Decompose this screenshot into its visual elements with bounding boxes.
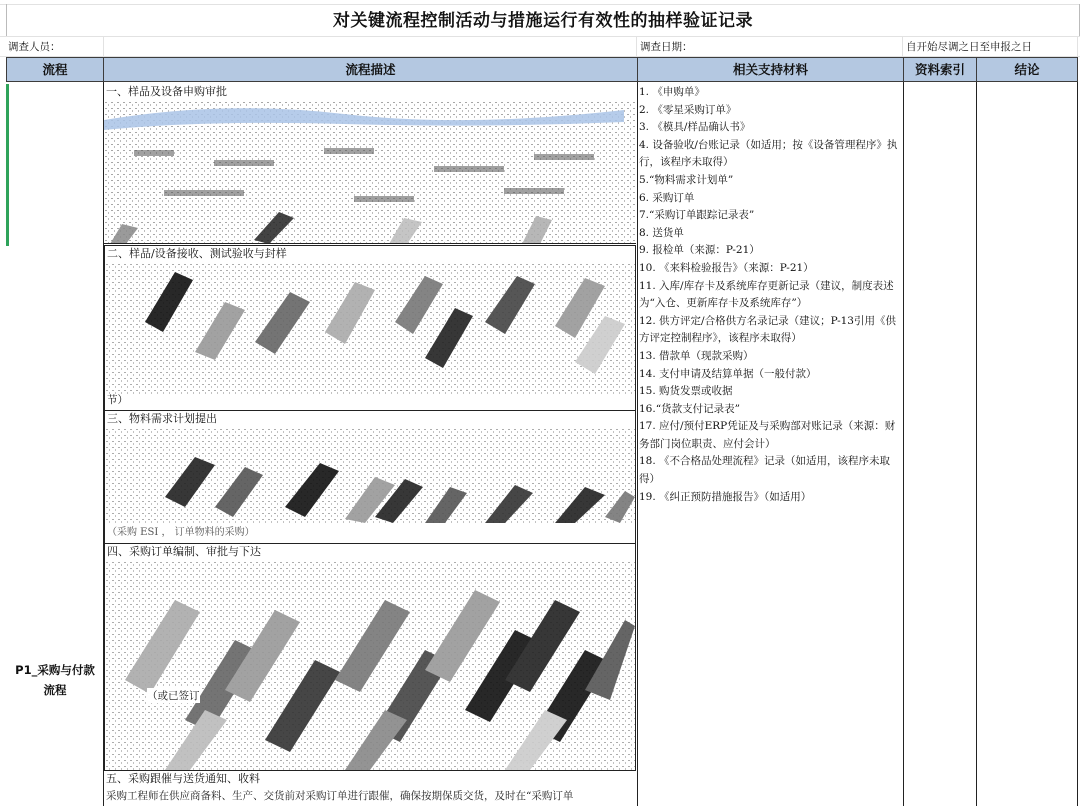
grid-line [902,37,903,56]
redaction-mask [105,262,635,410]
list-item: 12. 供方评定/合格供方名录记录（建议；P-13引用《供方评定控制程序》，该程序未取得） [639,314,896,345]
survey-date-label: 调查日期： [640,41,693,53]
section-title: 四、采购订单编制、审批与下达 [105,544,635,560]
header-index: 资料索引 [903,57,977,82]
section-tail-text: （或已签订 [147,690,200,702]
section-title: 五、采购跟催与送货通知、收料 [104,771,636,787]
grid-line [0,36,1080,37]
grid-line [103,37,104,56]
column-divider [637,82,638,806]
list-item: 17. 应付/预付ERP凭证及与采购部对账记录（来源：财务部门岗位职责、应付会计） [639,420,896,450]
section-3 [104,410,636,544]
redaction-mask [104,100,636,243]
process-name-line1: P1_采购与付款 [15,663,95,677]
list-item: 16.“货款支付记录表” [639,402,740,415]
header-process: 流程 [6,57,104,82]
list-item: 7.“采购订单跟踪记录表” [639,209,755,222]
process-name-line2: 流程 [43,683,67,697]
selection-indicator [6,84,9,246]
list-item: 13. 借款单（现款采购） [639,349,754,362]
list-item: 9. 报检单（来源：P-21） [639,244,760,257]
page-title: 对关键流程控制活动与措施运行有效性的抽样验证记录 [6,4,1080,36]
section-5 [104,771,636,806]
header-description: 流程描述 [103,57,638,82]
list-item: 6. 采购订单 [639,191,695,204]
list-item: 5.“物料需求计划单” [639,173,734,186]
materials-list [639,84,901,506]
redaction-mask [105,427,635,523]
section-tail-text: （采购 ESI ， 订单物料的采购） [107,527,255,538]
list-item: 10. 《来料检验报告》（来源：P-21） [639,261,814,274]
list-item: 15. 购货发票或收据 [639,385,733,398]
survey-period: 自开始尽调之日至申报之日 [906,41,1032,53]
list-item: 14. 支付申请及结算单据（一般付款） [639,367,817,380]
column-divider [903,82,904,806]
list-item: 11. 入库/库存卡及系统库存更新记录（建议，制度表述为“入仓、更新库存卡及系统库存”） [639,279,894,310]
column-divider [976,82,977,806]
grid-line [636,37,637,56]
section-title: 一、样品及设备申购审批 [104,84,636,100]
section-2 [104,245,636,411]
column-divider [1077,82,1078,806]
list-item: 4. 设备验收/台账记录（如适用；按《设备管理程序》执行，该程序未取得） [639,138,898,169]
section-body-text: 采购工程师在供应商备料、生产、交货前对采购订单进行跟催，确保按期保质交货，及时在“采购订单 [106,790,574,802]
header-conclusion: 结论 [976,57,1078,82]
list-item: 3. 《模具/样品确认书》 [639,121,751,134]
redaction-mask [105,560,635,770]
section-title: 二、样品/设备接收、测试验收与封样 [105,246,635,262]
list-item: 2. 《零星采购订单》 [639,103,737,116]
list-item: 19. 《纠正预防措施报告》（如适用） [639,490,812,503]
section-title: 三、物料需求计划提出 [105,411,635,427]
investigator-label: 调查人员： [8,41,61,53]
list-item: 1. 《申购单》 [639,86,705,98]
section-tail-text: 节） [107,394,128,406]
section-1 [104,84,636,244]
header-materials: 相关支持材料 [637,57,904,82]
section-4 [104,543,636,771]
process-name [8,660,102,700]
list-item: 8. 送货单 [639,226,684,239]
list-item: 18. 《不合格品处理流程》记录（如适用，该程序未取得） [639,455,891,486]
